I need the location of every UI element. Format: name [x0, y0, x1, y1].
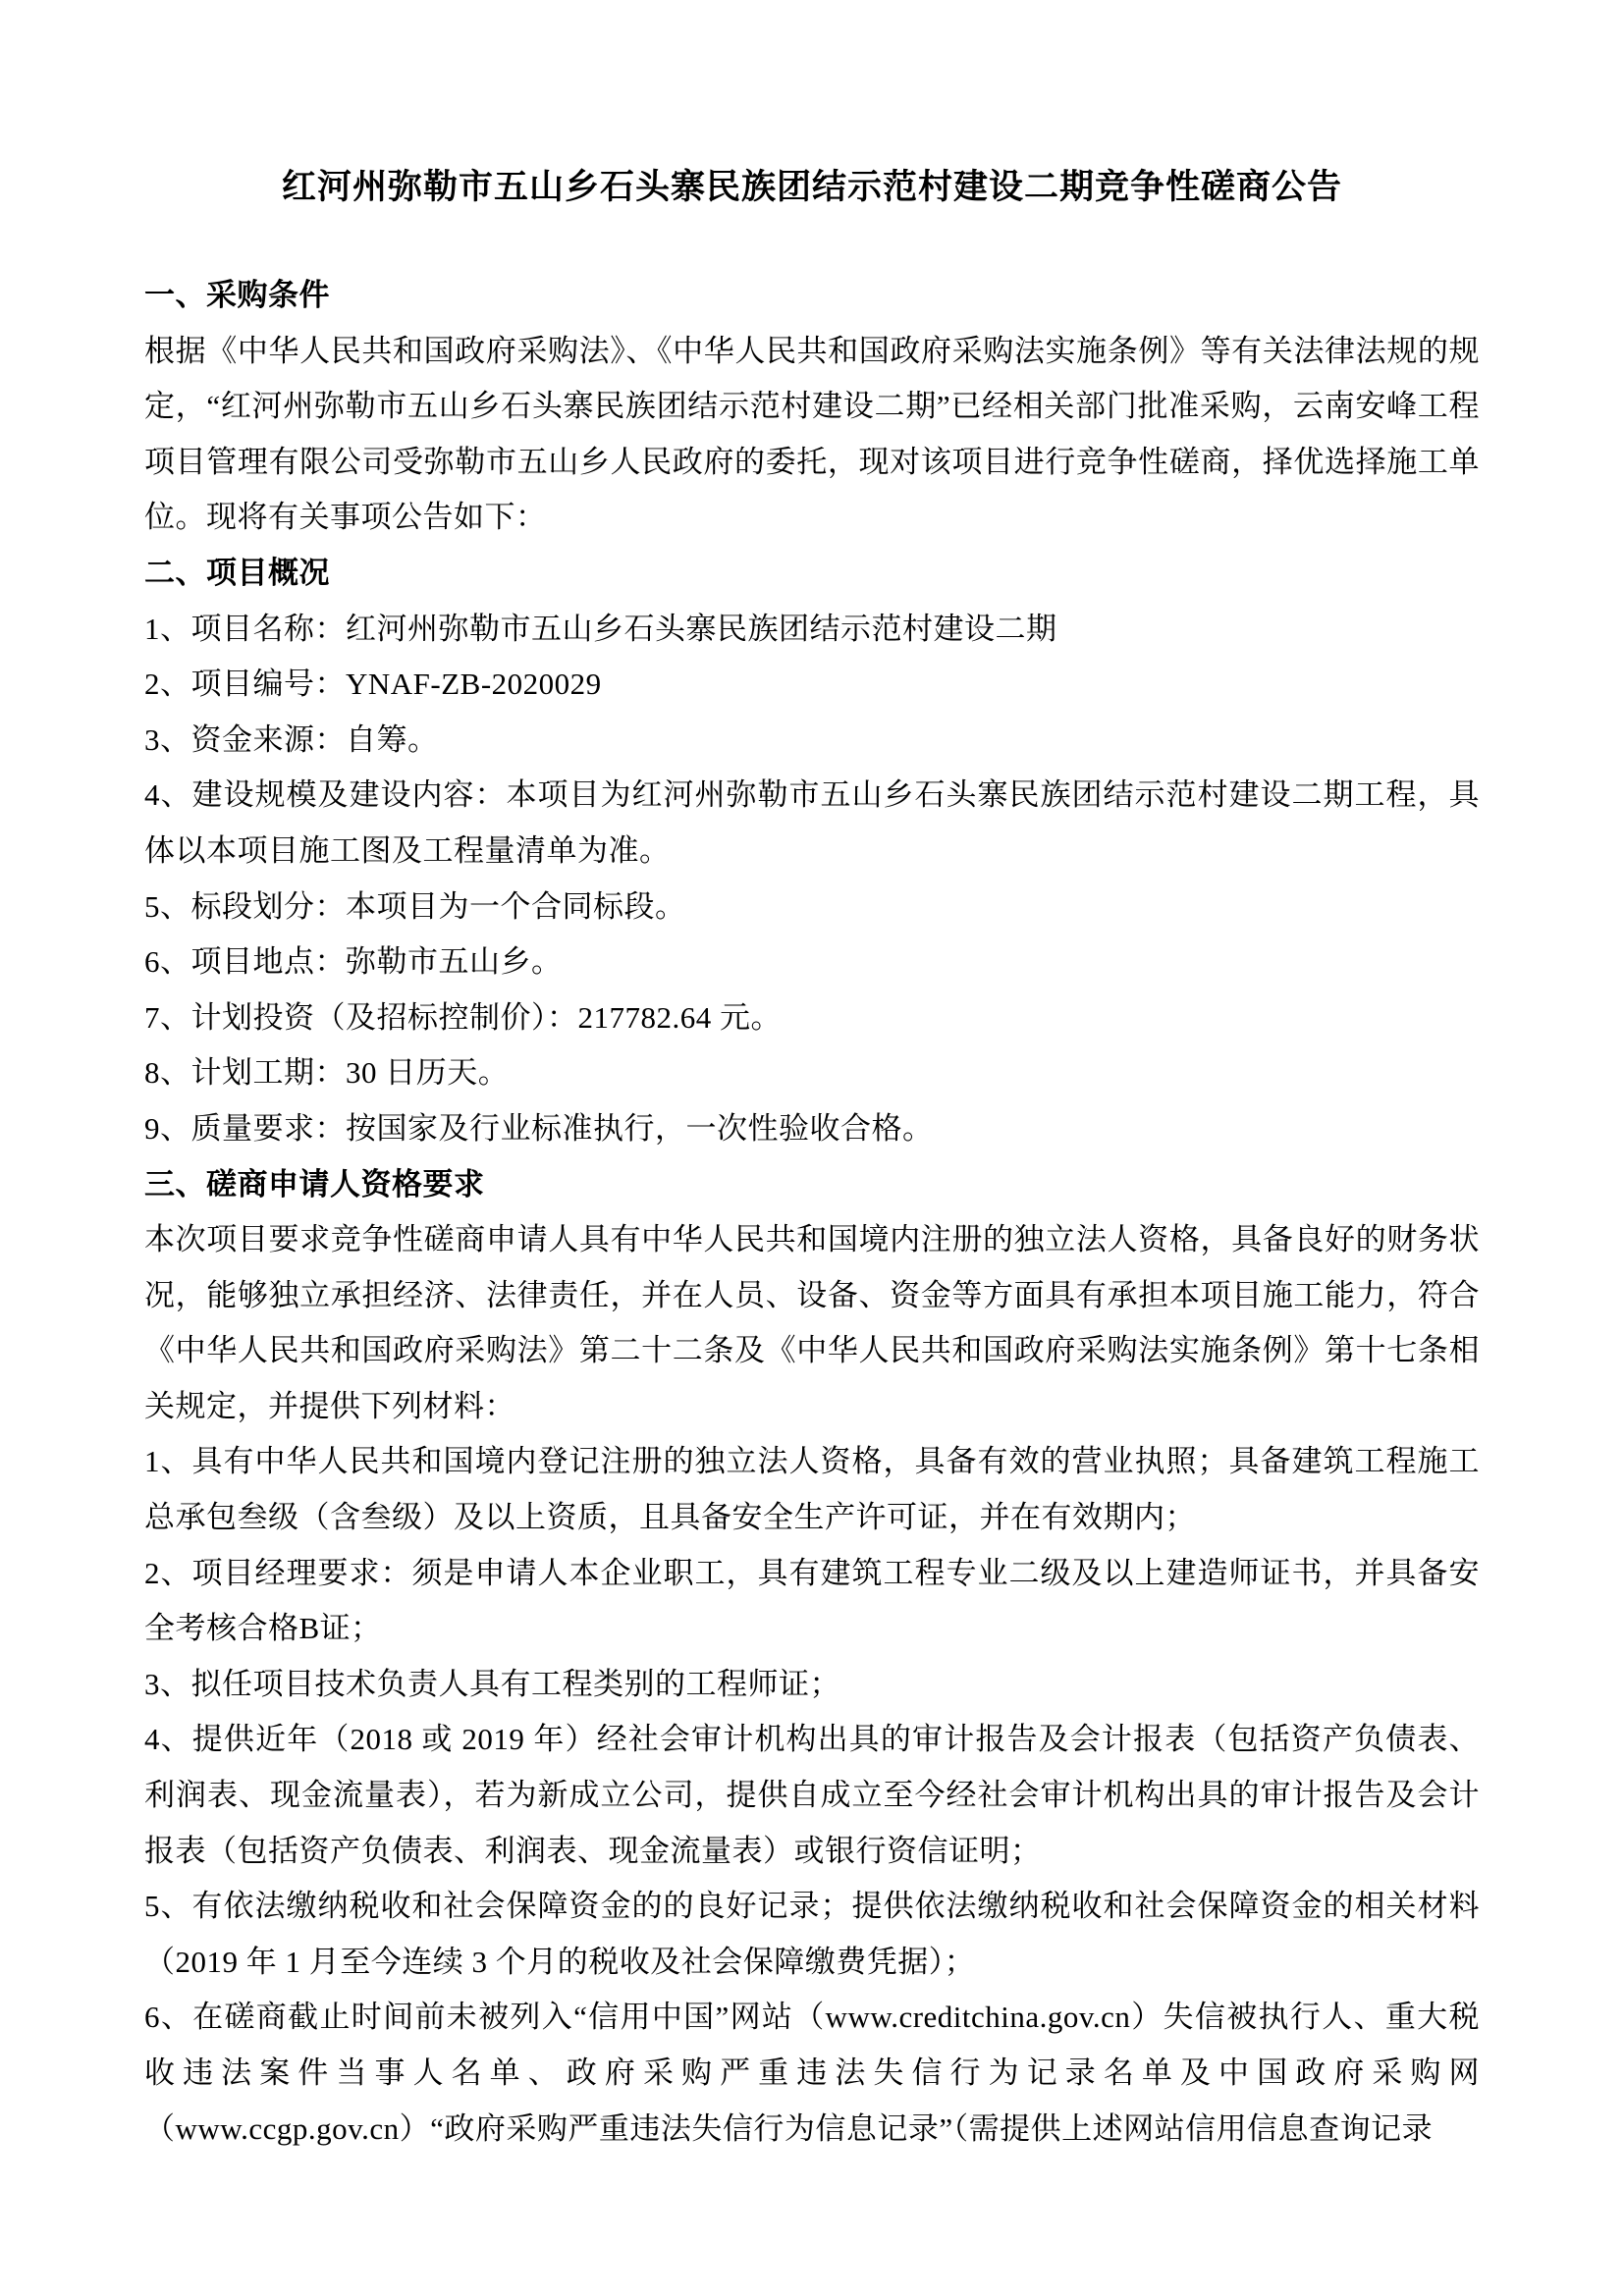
- document-body: [144, 163, 1480, 2157]
- section-heading-applicant-qualifications: 三、磋商申请人资格要求: [144, 1166, 485, 1201]
- paragraph-project-manager-requirement: 2、项目经理要求：须是申请人本企业职工，具有建筑工程专业二级及以上建造师证书，并具备安全考核合格B证；: [144, 1555, 1480, 1646]
- paragraph-tax-social-security: 5、有依法缴纳税收和社会保障资金的的良好记录；提供依法缴纳税收和社会保障资金的相关材料（2019 年 1 月至今连续 3 个月的税收及社会保障缴费凭据）；: [144, 1889, 1480, 1979]
- paragraph-funding-source: 3、资金来源：自筹。: [144, 721, 439, 757]
- paragraph-qualification-intro: 本次项目要求竞争性磋商申请人具有中华人民共和国境内注册的独立法人资格，具备良好的财务状况，能够独立承担经济、法律责任，并在人员、设备、资金等方面具有承担本项目施工能力，符合《中华人民共和国政府采购法》第二十二条及《中华人民共和国政府采购法实施条例》第十七条相关规定，并提供下列材料：: [144, 1222, 1480, 1423]
- paragraph-procurement-basis: 根据《中华人民共和国政府采购法》、《中华人民共和国政府采购法实施条例》等有关法律法规的规定，“红河州弥勒市五山乡石头寨民族团结示范村建设二期”已经相关部门批准采购，云南安峰工程项目管理有限公司受弥勒市五山乡人民政府的委托，现对该项目进行竞争性磋商，择优选择施工单位。现将有关事项公告如下：: [144, 333, 1480, 535]
- paragraph-planned-investment: 7、计划投资（及招标控制价）：217782.64 元。: [144, 999, 782, 1035]
- paragraph-project-location: 6、项目地点：弥勒市五山乡。: [144, 944, 563, 980]
- paragraph-project-name: 1、项目名称：红河州弥勒市五山乡石头寨民族团结示范村建设二期: [144, 611, 1057, 646]
- paragraph-legal-person-license: 1、具有中华人民共和国境内登记注册的独立法人资格，具备有效的营业执照；具备建筑工程施工总承包叁级（含叁级）及以上资质，且具备安全生产许可证，并在有效期内；: [144, 1444, 1480, 1535]
- paragraph-planned-duration: 8、计划工期：30 日历天。: [144, 1055, 510, 1091]
- section-heading-procurement-conditions: 一、采购条件: [144, 278, 330, 312]
- paragraph-construction-scope: 4、建设规模及建设内容：本项目为红河州弥勒市五山乡石头寨民族团结示范村建设二期工程，具体以本项目施工图及工程量清单为准。: [144, 777, 1480, 868]
- section-heading-project-overview: 二、项目概况: [144, 555, 330, 590]
- paragraph-technical-lead-requirement: 3、拟任项目技术负责人具有工程类别的工程师证；: [144, 1666, 840, 1701]
- paragraph-credit-record: 6、在磋商截止时间前未被列入“信用中国”网站（www.creditchina.gov.cn）失信被执行人、重大税收违法案件当事人名单、政府采购严重违法失信行为记录名单及中国政府采购网（www.ccgp.gov.cn）“政府采购严重违法失信行为信息记录”（需提供上述网站信用信息查询记录: [144, 2000, 1480, 2146]
- paragraph-audit-reports: 4、提供近年（2018 或 2019 年）经社会审计机构出具的审计报告及会计报表（包括资产负债表、利润表、现金流量表），若为新成立公司，提供自成立至今经社会审计机构出具的审计报告及会计报表（包括资产负债表、利润表、现金流量表）或银行资信证明；: [144, 1722, 1480, 1868]
- paragraph-quality-requirement: 9、质量要求：按国家及行业标准执行，一次性验收合格。: [144, 1110, 934, 1146]
- document-title: 红河州弥勒市五山乡石头寨民族团结示范村建设二期竞争性磋商公告: [281, 168, 1342, 206]
- paragraph-project-number: 2、项目编号：YNAF-ZB-2020029: [144, 667, 602, 702]
- paragraph-bid-sections: 5、标段划分：本项目为一个合同标段。: [144, 888, 686, 924]
